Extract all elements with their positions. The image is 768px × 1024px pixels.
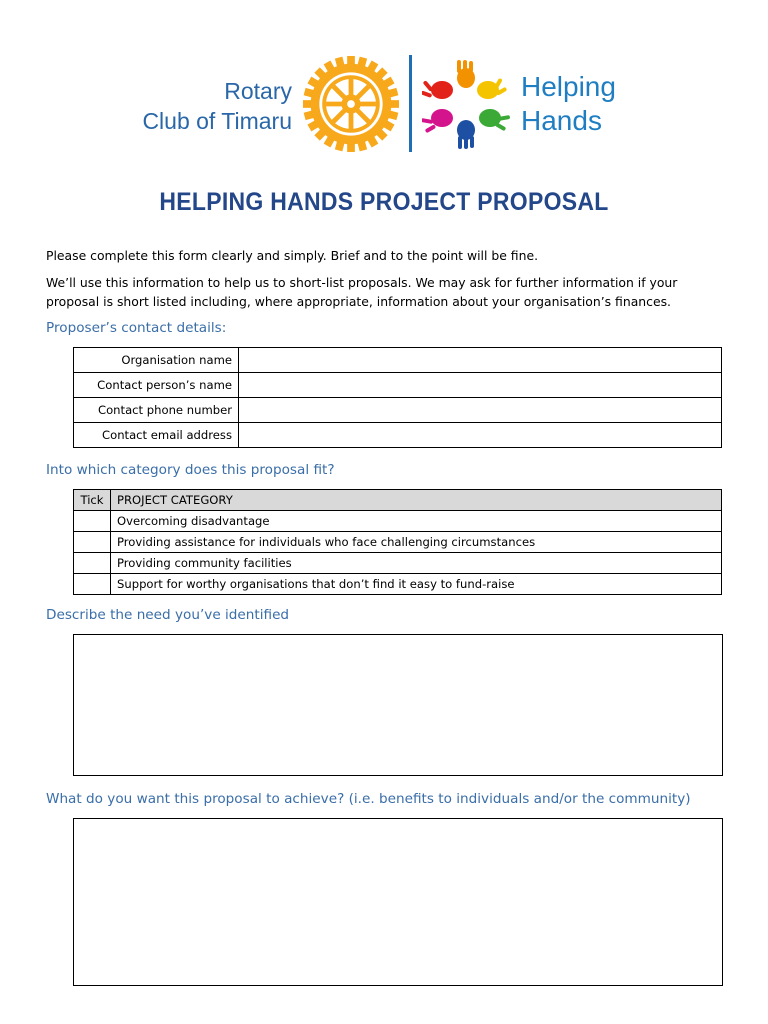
intro-paragraph-2: We’ll use this information to help us to short-list proposals. We may ask for further information if your proposal is short listed including, where appropriate, information about your organisation’s finances. bbox=[46, 275, 678, 309]
table-row bbox=[74, 423, 722, 448]
tick-cell[interactable] bbox=[74, 511, 111, 532]
table-row bbox=[74, 348, 722, 373]
tick-cell[interactable] bbox=[74, 553, 111, 574]
category-label: Overcoming disadvantage bbox=[111, 511, 722, 532]
contact-phone-label: Contact phone number bbox=[74, 398, 239, 423]
contact-email-field[interactable] bbox=[239, 423, 722, 448]
achieve-text-box[interactable] bbox=[73, 818, 723, 986]
page-title: HELPING HANDS PROJECT PROPOSAL bbox=[159, 188, 609, 216]
orange-hand-icon bbox=[457, 60, 475, 88]
organisation-name-field[interactable] bbox=[239, 348, 722, 373]
contact-phone-field[interactable] bbox=[239, 398, 722, 423]
contact-table bbox=[73, 347, 722, 448]
tick-cell[interactable] bbox=[74, 532, 111, 553]
table-header-row bbox=[74, 490, 722, 511]
organisation-name-label: Organisation name bbox=[74, 348, 239, 373]
green-hand-icon bbox=[479, 109, 510, 131]
program-name-line2: Hands bbox=[521, 105, 602, 136]
category-label: Providing community facilities bbox=[111, 553, 722, 574]
tick-cell[interactable] bbox=[74, 574, 111, 595]
rotary-club-name bbox=[142, 76, 292, 136]
table-row bbox=[74, 373, 722, 398]
contact-heading: Proposer’s contact details: bbox=[46, 320, 227, 336]
table-row bbox=[74, 398, 722, 423]
club-name-line1: Rotary bbox=[224, 78, 292, 104]
contact-person-label: Contact person’s name bbox=[74, 373, 239, 398]
category-label: Support for worthy organisations that don’t find it easy to fund-raise bbox=[111, 574, 722, 595]
helping-hands-name bbox=[521, 70, 616, 138]
table-row bbox=[74, 574, 722, 595]
category-heading: Into which category does this proposal fit? bbox=[46, 462, 335, 478]
table-row bbox=[74, 532, 722, 553]
blue-hand-icon bbox=[457, 120, 475, 149]
need-heading: Describe the need you’ve identified bbox=[46, 607, 290, 623]
category-column-header: PROJECT CATEGORY bbox=[111, 490, 722, 511]
category-label: Providing assistance for individuals who face challenging circumstances bbox=[111, 532, 722, 553]
magenta-hand-icon bbox=[422, 109, 453, 133]
intro-paragraph-1: Please complete this form clearly and simply. Brief and to the point will be fine. bbox=[46, 248, 539, 263]
need-text-box[interactable] bbox=[73, 634, 723, 776]
tick-column-header: Tick bbox=[74, 490, 111, 511]
club-name-line2: Club of Timaru bbox=[142, 108, 292, 134]
table-row bbox=[74, 553, 722, 574]
header-divider bbox=[409, 55, 412, 152]
rotary-wheel-logo bbox=[303, 56, 399, 152]
program-name-line1: Helping bbox=[521, 71, 616, 102]
helping-hands-logo bbox=[422, 60, 514, 150]
category-table bbox=[73, 489, 722, 595]
contact-email-label: Contact email address bbox=[74, 423, 239, 448]
red-hand-icon bbox=[422, 80, 453, 99]
achieve-heading: What do you want this proposal to achieve? (i.e. benefits to individuals and/or the community) bbox=[46, 791, 691, 807]
contact-person-field[interactable] bbox=[239, 373, 722, 398]
table-row bbox=[74, 511, 722, 532]
yellow-hand-icon bbox=[477, 78, 507, 99]
